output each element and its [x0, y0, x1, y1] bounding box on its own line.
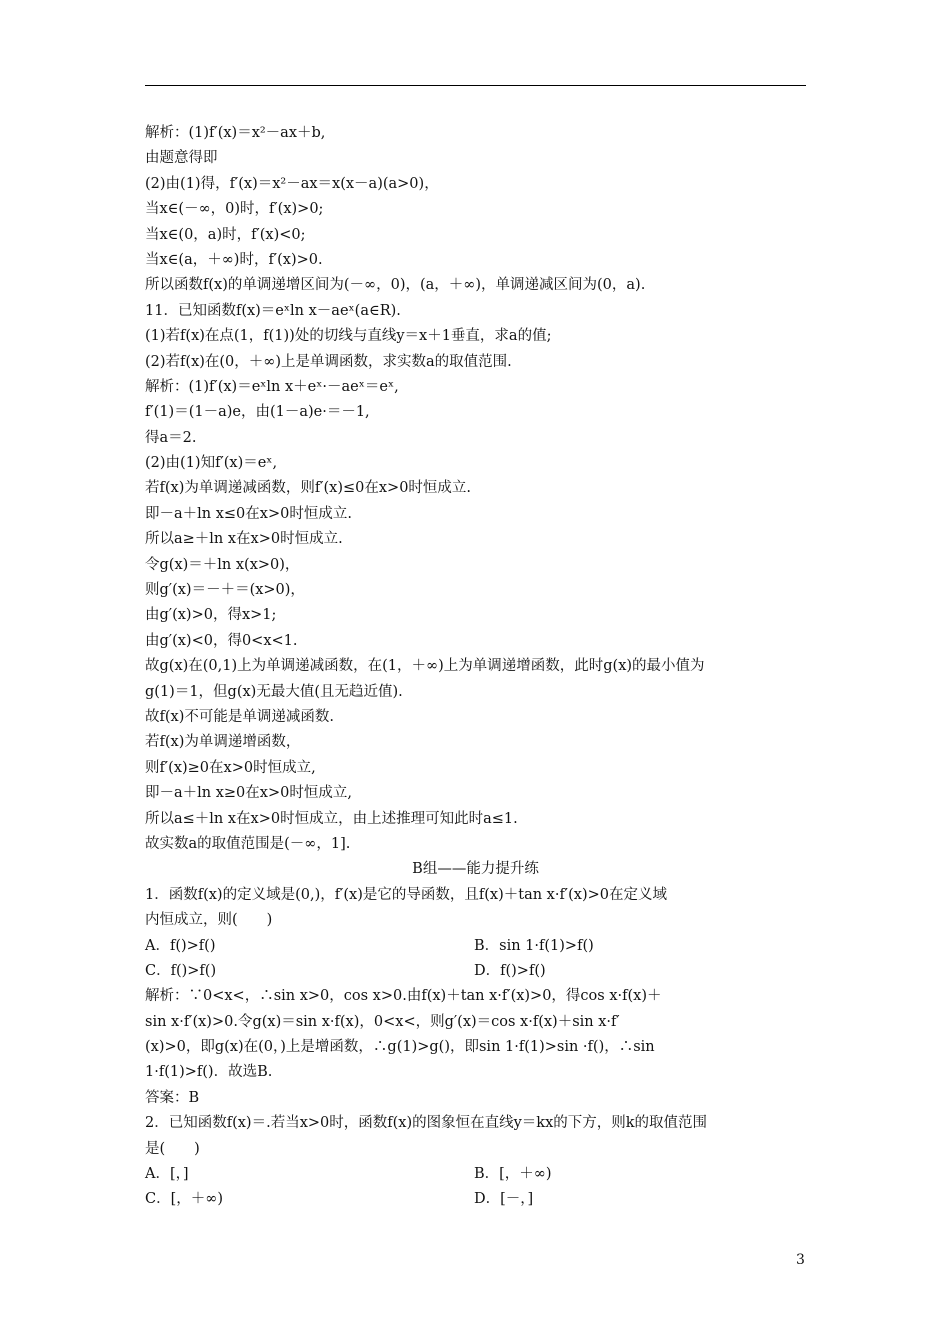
option-d: D．f()>f() — [474, 962, 546, 979]
option-a: A．[，] — [145, 1166, 189, 1183]
option-b: B．sin 1·f(1)>f() — [474, 937, 594, 954]
option-a: A．f()>f() — [145, 937, 216, 954]
text-line: g(1)＝1，但g(x)无最大值(且无趋近值). — [145, 683, 403, 700]
text-line: 由g′(x)<0，得0<x<1. — [145, 632, 298, 649]
option-c: C．[，＋∞) — [145, 1191, 223, 1208]
question-2-options-row — [145, 1187, 806, 1212]
text-line: 当x∈(－∞，0)时，f′(x)>0; — [145, 201, 324, 218]
text-line: 解析：(1)f′(x)＝x²－ax＋b, — [145, 125, 326, 141]
text-line: 当x∈(0，a)时，f′(x)<0; — [145, 226, 306, 243]
text-line: 故实数a的取值范围是(－∞，1]. — [145, 835, 351, 852]
text-line: 令g(x)＝＋ln x(x>0)， — [145, 556, 300, 573]
problem-11-title: 11．已知函数f(x)＝eˣln x－aeˣ(a∈R). — [145, 302, 401, 319]
option-c: C．f()>f() — [145, 962, 217, 979]
text-line: 由题意得即 — [145, 150, 218, 167]
text-line: 所以函数f(x)的单调递增区间为(－∞，0)，(a，＋∞)，单调递减区间为(0，a). — [145, 277, 646, 294]
question-1-stem: 1．函数f(x)的定义域是(0,)，f′(x)是它的导函数，且f(x)＋tan x·f′(x)>0在定义域 — [145, 886, 667, 903]
question-1-solution: 1·f(1)>f()．故选B. — [145, 1064, 273, 1081]
text-line: 故g(x)在(0,1)上为单调递减函数，在(1，＋∞)上为单调递增函数，此时g(x)的最小值为 — [145, 658, 705, 675]
question-2-stem: 2．已知函数f(x)＝.若当x>0时，函数f(x)的图象恒在直线y＝kx的下方，则k的取值范围 — [145, 1115, 708, 1132]
text-line: 即－a＋ln x≥0在x>0时恒成立, — [145, 785, 352, 802]
question-2-stem: 是( ) — [145, 1140, 200, 1157]
question-1-answer: 答案：B — [145, 1089, 200, 1106]
question-1-stem: 内恒成立，则( ) — [145, 912, 273, 929]
text-line: 解析：(1)f′(x)＝eˣln x＋eˣ·－aeˣ＝eˣ, — [145, 378, 399, 395]
text-line: 则g′(x)＝－＋＝(x>0)， — [145, 582, 305, 599]
text-line: 若f(x)为单调递减函数，则f′(x)≤0在x>0时恒成立. — [145, 480, 472, 497]
text-line: (2)若f(x)在(0，＋∞)上是单调函数，求实数a的取值范围. — [145, 353, 512, 370]
text-line: (2)由(1)知f′(x)＝eˣ, — [145, 455, 278, 472]
option-d: D．[－，] — [474, 1191, 534, 1208]
question-1-solution: sin x·f′(x)>0.令g(x)＝sin x·f(x)，0<x<，则g′(x)＝cos x·f(x)＋sin x·f′ — [145, 1013, 620, 1030]
question-2-options-row — [145, 1162, 806, 1187]
text-line: (2)由(1)得，f′(x)＝x²－ax＝x(x－a)(a>0)， — [145, 175, 439, 192]
text-line: 所以a≥＋ln x在x>0时恒成立. — [145, 531, 343, 548]
text-line: 所以a≤＋ln x在x>0时恒成立，由上述推理可知此时a≤1. — [145, 810, 518, 827]
option-b: B．[，＋∞) — [474, 1166, 552, 1183]
page-number: 3 — [796, 1252, 805, 1268]
text-line: 故f(x)不可能是单调递减函数. — [145, 708, 334, 725]
question-1-options-row — [145, 934, 806, 959]
text-line: 即－a＋ln x≤0在x>0时恒成立. — [145, 505, 352, 522]
text-line: 得a＝2. — [145, 429, 197, 446]
text-line: 若f(x)为单调递增函数， — [145, 734, 301, 751]
question-1-solution: 解析：∵0<x<，∴sin x>0，cos x>0.由f(x)＋tan x·f′(x)>0，得cos x·f(x)＋ — [145, 988, 662, 1005]
text-line: 由g′(x)>0，得x>1; — [145, 607, 277, 624]
text-line: 则f′(x)≥0在x>0时恒成立, — [145, 759, 316, 776]
section-heading: B组——能力提升练 — [412, 861, 539, 878]
text-line: 当x∈(a，＋∞)时，f′(x)>0. — [145, 251, 323, 268]
question-1-options-row — [145, 959, 806, 984]
text-line: f′(1)＝(1－a)e，由(1－a)e·＝－1, — [145, 404, 370, 421]
question-1-solution: (x)>0，即g(x)在(0，)上是增函数，∴g(1)>g()，即sin 1·f(1)>sin ·f()，∴sin — [145, 1039, 655, 1056]
header-rule — [145, 85, 806, 86]
text-line: (1)若f(x)在点(1，f(1))处的切线与直线y＝x＋1垂直，求a的值; — [145, 328, 552, 345]
page-content — [145, 121, 806, 1213]
